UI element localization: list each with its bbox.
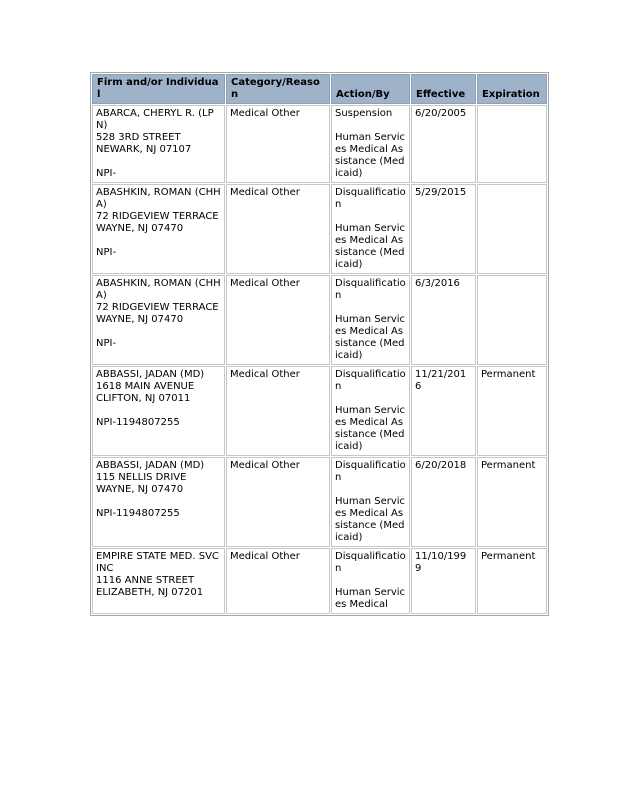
category-text: Medical Other bbox=[230, 187, 300, 198]
cell-category bbox=[226, 105, 330, 183]
effective-date: 6/3/2016 bbox=[415, 278, 460, 289]
cell-firm bbox=[92, 105, 225, 183]
firm-address-city: NEWARK, NJ 07107 bbox=[96, 144, 192, 155]
cell-action bbox=[331, 366, 410, 456]
action-by-text: Human Services Medical Assistance (Medicaid) bbox=[335, 496, 406, 543]
cell-category bbox=[226, 184, 330, 274]
firm-npi: NPI- bbox=[96, 338, 117, 349]
firm-name: ABBASSI, JADAN (MD) bbox=[96, 369, 205, 380]
table-body bbox=[92, 105, 547, 614]
cell-effective bbox=[411, 457, 476, 547]
expiration-text: Permanent bbox=[481, 551, 536, 562]
firm-address-city: WAYNE, NJ 07470 bbox=[96, 314, 184, 325]
cell-effective bbox=[411, 366, 476, 456]
col-header-category: Category/Reason bbox=[226, 74, 330, 104]
cell-action bbox=[331, 105, 410, 183]
category-text: Medical Other bbox=[230, 551, 300, 562]
firm-npi: NPI-1194807255 bbox=[96, 417, 180, 428]
debarment-table bbox=[90, 72, 549, 616]
action-by-text: Human Services Medical Assistance (Medicaid) bbox=[335, 132, 406, 179]
firm-address-city: WAYNE, NJ 07470 bbox=[96, 484, 184, 495]
line-spacer bbox=[96, 326, 221, 338]
firm-name: ABASHKIN, ROMAN (CHHA) bbox=[96, 187, 221, 210]
cell-firm bbox=[92, 184, 225, 274]
action-by-text: Human Services Medical Assistance (Medicaid) bbox=[335, 223, 406, 270]
cell-action bbox=[331, 457, 410, 547]
firm-address-street: 72 RIDGEVIEW TERRACE bbox=[96, 302, 219, 313]
action-text: Disqualification bbox=[335, 278, 406, 301]
cell-expiration bbox=[477, 366, 547, 456]
firm-npi: NPI-1194807255 bbox=[96, 508, 180, 519]
firm-address-street: 528 3RD STREET bbox=[96, 132, 181, 143]
effective-date: 6/20/2005 bbox=[415, 108, 467, 119]
table-row bbox=[92, 184, 547, 274]
cell-category bbox=[226, 457, 330, 547]
cell-effective bbox=[411, 275, 476, 365]
cell-expiration bbox=[477, 457, 547, 547]
table-row bbox=[92, 548, 547, 614]
cell-firm bbox=[92, 548, 225, 614]
firm-npi: NPI- bbox=[96, 168, 117, 179]
col-header-firm: Firm and/or Individual bbox=[92, 74, 225, 104]
cell-expiration bbox=[477, 548, 547, 614]
firm-address-street: 72 RIDGEVIEW TERRACE bbox=[96, 211, 219, 222]
table-row bbox=[92, 275, 547, 365]
line-spacer bbox=[335, 120, 406, 132]
action-by-text: Human Services Medical bbox=[335, 587, 406, 610]
line-spacer bbox=[335, 393, 406, 405]
firm-address-street: 1618 MAIN AVENUE bbox=[96, 381, 195, 392]
category-text: Medical Other bbox=[230, 369, 300, 380]
line-spacer bbox=[96, 156, 221, 168]
effective-date: 11/21/2016 bbox=[415, 369, 467, 392]
expiration-text: Permanent bbox=[481, 460, 536, 471]
cell-category bbox=[226, 366, 330, 456]
col-header-expiration: Expiration bbox=[477, 74, 547, 104]
cell-expiration bbox=[477, 105, 547, 183]
firm-address-city: WAYNE, NJ 07470 bbox=[96, 223, 184, 234]
cell-category bbox=[226, 275, 330, 365]
line-spacer bbox=[335, 302, 406, 314]
firm-name: ABARCA, CHERYL R. (LPN) bbox=[96, 108, 214, 131]
firm-address-street: 1116 ANNE STREET bbox=[96, 575, 195, 586]
expiration-text: Permanent bbox=[481, 369, 536, 380]
action-text: Disqualification bbox=[335, 460, 406, 483]
col-header-effective: Effective bbox=[411, 74, 476, 104]
table-header-row bbox=[92, 74, 547, 104]
action-text: Disqualification bbox=[335, 187, 406, 210]
firm-name: EMPIRE STATE MED. SVC INC bbox=[96, 551, 223, 574]
action-text: Disqualification bbox=[335, 369, 406, 392]
line-spacer bbox=[96, 405, 221, 417]
firm-name: ABBASSI, JADAN (MD) bbox=[96, 460, 205, 471]
cell-firm bbox=[92, 366, 225, 456]
cell-expiration bbox=[477, 184, 547, 274]
category-text: Medical Other bbox=[230, 278, 300, 289]
firm-address-city: CLIFTON, NJ 07011 bbox=[96, 393, 191, 404]
category-text: Medical Other bbox=[230, 460, 300, 471]
cell-action bbox=[331, 275, 410, 365]
effective-date: 6/20/2018 bbox=[415, 460, 467, 471]
table-row bbox=[92, 105, 547, 183]
cell-effective bbox=[411, 105, 476, 183]
cell-action bbox=[331, 548, 410, 614]
category-text: Medical Other bbox=[230, 108, 300, 119]
line-spacer bbox=[335, 484, 406, 496]
firm-address-street: 115 NELLIS DRIVE bbox=[96, 472, 187, 483]
cell-firm bbox=[92, 457, 225, 547]
action-by-text: Human Services Medical Assistance (Medicaid) bbox=[335, 405, 406, 452]
effective-date: 5/29/2015 bbox=[415, 187, 467, 198]
cell-action bbox=[331, 184, 410, 274]
effective-date: 11/10/1999 bbox=[415, 551, 467, 574]
table-row bbox=[92, 366, 547, 456]
cell-expiration bbox=[477, 275, 547, 365]
cell-effective bbox=[411, 184, 476, 274]
cell-category bbox=[226, 548, 330, 614]
table-row bbox=[92, 457, 547, 547]
line-spacer bbox=[335, 575, 406, 587]
firm-name: ABASHKIN, ROMAN (CHHA) bbox=[96, 278, 221, 301]
firm-address-city: ELIZABETH, NJ 07201 bbox=[96, 587, 204, 598]
line-spacer bbox=[335, 211, 406, 223]
cell-firm bbox=[92, 275, 225, 365]
cell-effective bbox=[411, 548, 476, 614]
firm-npi: NPI- bbox=[96, 247, 117, 258]
action-by-text: Human Services Medical Assistance (Medicaid) bbox=[335, 314, 406, 361]
col-header-action: Action/By bbox=[331, 74, 410, 104]
action-text: Disqualification bbox=[335, 551, 406, 574]
action-text: Suspension bbox=[335, 108, 393, 119]
line-spacer bbox=[96, 496, 221, 508]
line-spacer bbox=[96, 235, 221, 247]
